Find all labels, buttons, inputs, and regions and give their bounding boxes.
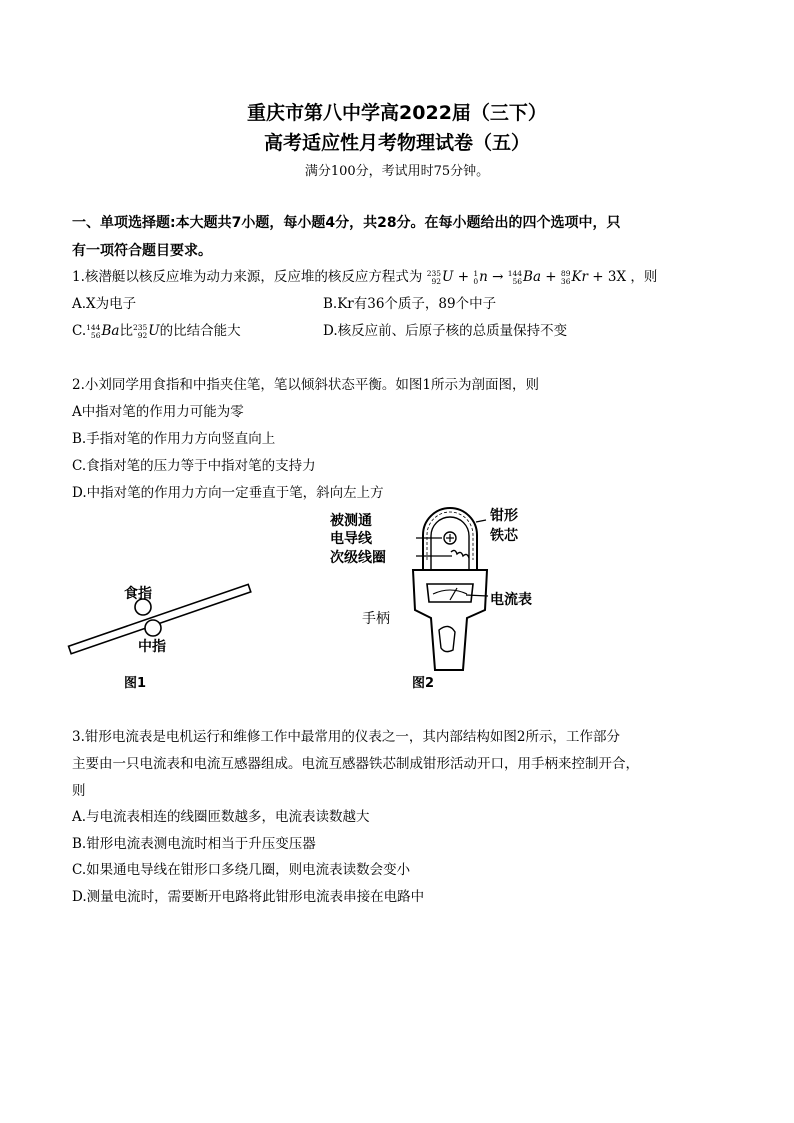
q1-option-d: D.核反应前、后原子核的总质量保持不变 (323, 323, 568, 339)
q1-option-a: A.X为电子 (72, 296, 137, 312)
q3-option-c: C.如果通电导线在钳形口多绕几圈，则电流表读数会变小 (72, 862, 411, 878)
q3-stem-line2: 主要由一只电流表和电流互感器组成。电流互感器铁芯制成钳形活动开口，用手柄来控制开合， (72, 756, 639, 772)
q3-stem-line1: 3.钳形电流表是电机运行和维修工作中最常用的仪表之一，其内部结构如图2所示，工作部分 (72, 729, 620, 745)
figure1-label-index: 食指 (124, 586, 152, 602)
section-heading-line1: 一、单项选择题:本大题共7小题，每小题4分，共28分。在每小题给出的四个选项中，只 (72, 215, 621, 231)
q1-option-c-prefix: C. (72, 323, 87, 339)
figure2-label-meter: 电流表 (490, 592, 532, 608)
q2-option-c: C.食指对笔的压力等于中指对笔的支持力 (72, 458, 316, 474)
q3-option-a: A.与电流表相连的线圈匝数越多，电流表读数越大 (72, 809, 370, 825)
figure2-label-wire-1: 被测通 (330, 513, 372, 529)
q1-option-c-mid: 比 (119, 323, 133, 339)
q2-stem: 2.小刘同学用食指和中指夹住笔，笔以倾斜状态平衡。如图1所示为剖面图，则 (72, 377, 539, 393)
q3-option-b: B.钳形电流表测电流时相当于升压变压器 (72, 836, 316, 852)
figure2-label-core-2: 铁芯 (490, 528, 518, 544)
q1-option-c-suffix: 的比结合能大 (159, 323, 241, 339)
section-heading-line2: 有一项符合题目要求。 (72, 243, 212, 259)
figure2-label-core-1: 钳形 (490, 508, 518, 524)
figure2-caption: 图2 (412, 676, 435, 691)
handle-trigger (439, 626, 455, 651)
q1-stem (72, 265, 657, 285)
q1-option-c: C. 144 56 Ba比 235 92 U的比结合能大 (72, 323, 241, 340)
figure2-label-wire-2: 电导线 (330, 531, 372, 547)
middle-finger-circle (145, 620, 161, 636)
q3-option-d: D.测量电流时，需要断开电路将此钳形电流表串接在电路中 (72, 889, 425, 905)
figure2-label-coil: 次级线圈 (330, 550, 386, 566)
q1-stem-text: 1.核潜艇以核反应堆为动力来源，反应堆的核反应方程式为 (72, 269, 423, 285)
q2-option-a: A中指对笔的作用力可能为零 (72, 404, 244, 420)
exam-title-line1: 重庆市第八中学高2022届（三下） (247, 102, 547, 124)
exam-title-line2: 高考适应性月考物理试卷（五） (263, 132, 530, 154)
q1-option-b: B.Kr有36个质子，89个中子 (323, 296, 497, 312)
q2-option-d: D.中指对笔的作用力方向一定垂直于笔，斜向左上方 (72, 485, 384, 501)
exam-subtitle: 满分100分，考试用时75分钟。 (304, 164, 490, 179)
figure2-label-handle: 手柄 (362, 611, 390, 627)
q3-stem-line3: 则 (72, 783, 86, 799)
q1-reaction-equation: 235 92 U + 1 0 n → 144 56 Ba + 89 36 Kr + 3X (426, 269, 631, 286)
figure1-label-middle: 中指 (138, 639, 166, 655)
q2-option-b: B.手指对笔的作用力方向竖直向上 (72, 431, 276, 447)
figure1-caption: 图1 (124, 676, 147, 691)
q1-stem-tail: ，则 (630, 269, 658, 285)
